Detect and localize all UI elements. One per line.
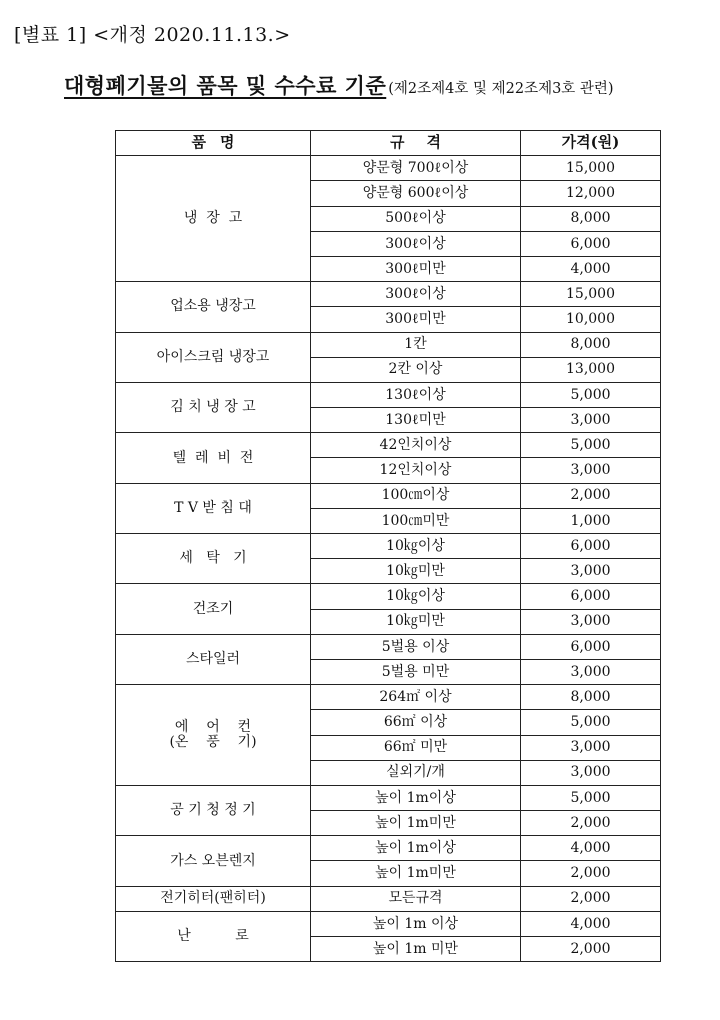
item-name-cell: 텔 레 비 전 xyxy=(116,433,311,483)
spec-cell: 10㎏미만 xyxy=(311,609,521,634)
spec-cell: 양문형 600ℓ이상 xyxy=(311,181,521,206)
price-cell: 6,000 xyxy=(521,231,661,256)
spec-cell: 12인치이상 xyxy=(311,458,521,483)
table-row xyxy=(116,156,661,181)
spec-cell: 130ℓ미만 xyxy=(311,408,521,433)
table-row xyxy=(116,911,661,936)
spec-cell: 10㎏이상 xyxy=(311,534,521,559)
spec-cell: 높이 1m이상 xyxy=(311,836,521,861)
spec-cell: 높이 1m미만 xyxy=(311,811,521,836)
spec-cell: 10㎏이상 xyxy=(311,584,521,609)
price-cell: 3,000 xyxy=(521,760,661,785)
item-name-cell: 건조기 xyxy=(116,584,311,634)
table-row xyxy=(116,634,661,659)
spec-cell: 300ℓ미만 xyxy=(311,307,521,332)
price-cell: 6,000 xyxy=(521,634,661,659)
spec-cell: 66㎡ 미만 xyxy=(311,735,521,760)
price-cell: 4,000 xyxy=(521,911,661,936)
spec-cell: 1칸 xyxy=(311,332,521,357)
table-row xyxy=(116,584,661,609)
table-row xyxy=(116,382,661,407)
item-name-cell: 가스 오븐렌지 xyxy=(116,836,311,886)
price-cell: 6,000 xyxy=(521,584,661,609)
price-cell: 2,000 xyxy=(521,861,661,886)
price-cell: 1,000 xyxy=(521,508,661,533)
spec-cell: 100㎝이상 xyxy=(311,483,521,508)
spec-cell: 높이 1m 이상 xyxy=(311,911,521,936)
spec-cell: 모든규격 xyxy=(311,886,521,911)
table-row xyxy=(116,886,661,911)
spec-cell: 양문형 700ℓ이상 xyxy=(311,156,521,181)
price-cell: 5,000 xyxy=(521,785,661,810)
price-cell: 3,000 xyxy=(521,609,661,634)
item-name-cell: 전기히터(팬히터) xyxy=(116,886,311,911)
item-name-cell: 김 치 냉 장 고 xyxy=(116,382,311,432)
item-name-cell: 냉 장 고 xyxy=(116,156,311,282)
spec-cell: 2칸 이상 xyxy=(311,357,521,382)
table-row xyxy=(116,534,661,559)
spec-cell: 42인치이상 xyxy=(311,433,521,458)
table-row xyxy=(116,282,661,307)
price-cell: 3,000 xyxy=(521,458,661,483)
document-title xyxy=(64,70,614,100)
spec-cell: 300ℓ이상 xyxy=(311,231,521,256)
spec-cell: 500ℓ이상 xyxy=(311,206,521,231)
price-cell: 3,000 xyxy=(521,559,661,584)
price-cell: 3,000 xyxy=(521,659,661,684)
spec-cell: 높이 1m 미만 xyxy=(311,937,521,962)
spec-cell: 100㎝미만 xyxy=(311,508,521,533)
column-header-price: 가격(원) xyxy=(521,131,661,156)
table-header-row xyxy=(116,131,661,156)
price-cell: 2,000 xyxy=(521,937,661,962)
price-cell: 15,000 xyxy=(521,282,661,307)
price-cell: 2,000 xyxy=(521,811,661,836)
price-cell: 3,000 xyxy=(521,408,661,433)
price-cell: 12,000 xyxy=(521,181,661,206)
title-main: 대형폐기물의 품목 및 수수료 기준 xyxy=(64,74,387,98)
annex-header: [별표 1] <개정 2020.11.13.> xyxy=(14,24,291,46)
price-cell: 3,000 xyxy=(521,735,661,760)
spec-cell: 10㎏미만 xyxy=(311,559,521,584)
spec-cell: 300ℓ미만 xyxy=(311,256,521,281)
price-cell: 2,000 xyxy=(521,483,661,508)
table-row xyxy=(116,483,661,508)
spec-cell: 66㎡ 이상 xyxy=(311,710,521,735)
spec-cell: 300ℓ이상 xyxy=(311,282,521,307)
item-name-cell: 아이스크림 냉장고 xyxy=(116,332,311,382)
price-cell: 5,000 xyxy=(521,710,661,735)
column-header-item-name: 품명 xyxy=(116,131,311,156)
price-cell: 5,000 xyxy=(521,382,661,407)
spec-cell: 실외기/개 xyxy=(311,760,521,785)
price-cell: 4,000 xyxy=(521,256,661,281)
table-row xyxy=(116,433,661,458)
table-row xyxy=(116,332,661,357)
table-row xyxy=(116,685,661,710)
price-cell: 4,000 xyxy=(521,836,661,861)
spec-cell: 5벌용 이상 xyxy=(311,634,521,659)
spec-cell: 264㎡ 이상 xyxy=(311,685,521,710)
price-cell: 15,000 xyxy=(521,156,661,181)
table-row xyxy=(116,785,661,810)
price-cell: 8,000 xyxy=(521,206,661,231)
price-cell: 10,000 xyxy=(521,307,661,332)
spec-cell: 130ℓ이상 xyxy=(311,382,521,407)
spec-cell: 높이 1m이상 xyxy=(311,785,521,810)
item-name-cell: 스타일러 xyxy=(116,634,311,684)
table-row xyxy=(116,836,661,861)
item-name-cell: T V 받 침 대 xyxy=(116,483,311,533)
price-cell: 13,000 xyxy=(521,357,661,382)
price-cell: 6,000 xyxy=(521,534,661,559)
item-name-cell: 난 로 xyxy=(116,911,311,961)
spec-cell: 5벌용 미만 xyxy=(311,659,521,684)
fee-table xyxy=(115,130,661,962)
item-name-cell: 업소용 냉장고 xyxy=(116,282,311,332)
column-header-spec: 규격 xyxy=(311,131,521,156)
price-cell: 8,000 xyxy=(521,332,661,357)
price-cell: 2,000 xyxy=(521,886,661,911)
item-name-cell: 공 기 청 정 기 xyxy=(116,785,311,835)
title-subtitle: (제2조제4호 및 제22조제3호 관련) xyxy=(388,81,614,97)
price-cell: 5,000 xyxy=(521,433,661,458)
spec-cell: 높이 1m미만 xyxy=(311,861,521,886)
price-cell: 8,000 xyxy=(521,685,661,710)
item-name-cell: 에 어 컨 (온 풍 기) xyxy=(116,685,311,786)
item-name-cell: 세 탁 기 xyxy=(116,534,311,584)
fee-table-body xyxy=(116,156,661,962)
